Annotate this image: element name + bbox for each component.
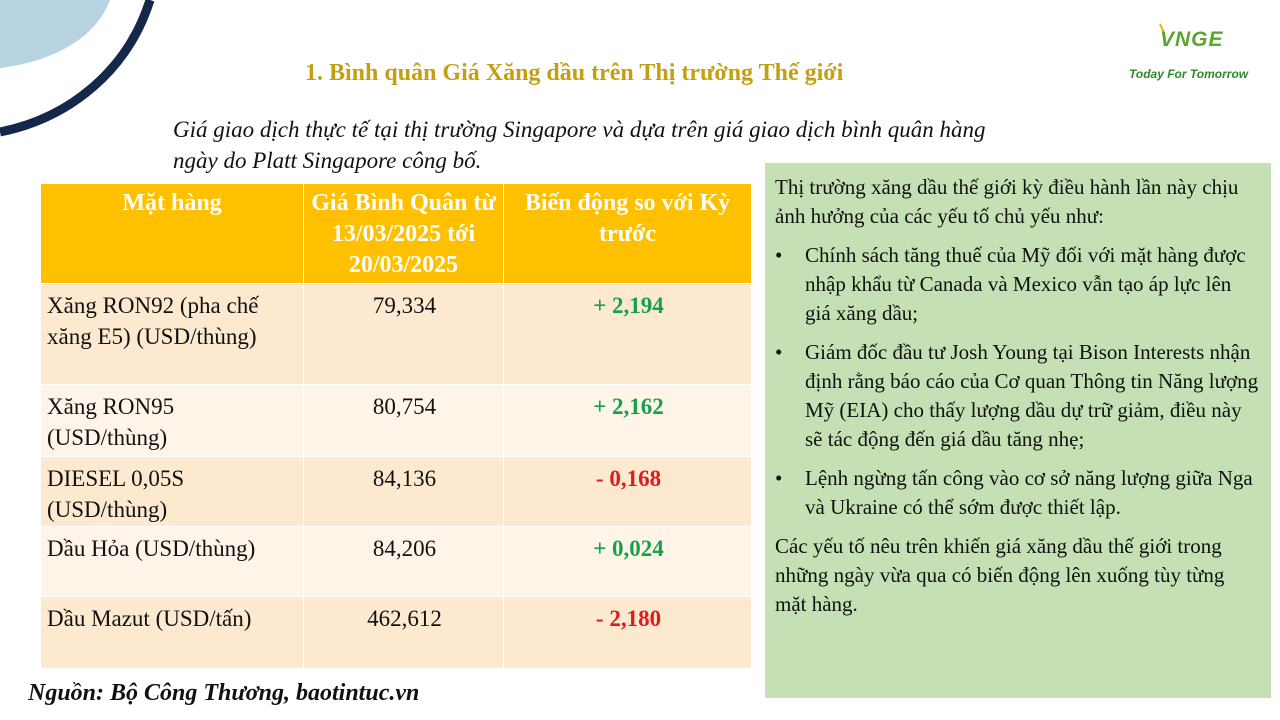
row-change: + 0,024: [504, 527, 752, 597]
factors-list: [775, 241, 1261, 522]
bullet-icon: •: [775, 466, 783, 490]
bullet-icon: •: [775, 340, 783, 364]
row-price: 462,612: [304, 597, 504, 669]
row-item: DIESEL 0,05S (USD/thùng): [41, 457, 304, 527]
table-header-row: [41, 184, 752, 284]
list-item: [775, 241, 1261, 328]
logo-tagline: Today For Tomorrow: [1129, 67, 1249, 81]
table-row: [41, 284, 752, 385]
row-price: 80,754: [304, 385, 504, 457]
factor-text: Chính sách tăng thuế của Mỹ đối với mặt hàng được nhập khẩu từ Canada và Mexico vẫn tạo áp lực lên giá xăng dầu;: [805, 243, 1246, 325]
list-item: [775, 464, 1261, 522]
subtitle-line-2: ngày do Platt Singapore công bố.: [173, 148, 482, 173]
row-change: - 2,180: [504, 597, 752, 669]
row-change: + 2,162: [504, 385, 752, 457]
factors-box: [765, 163, 1271, 698]
light-blue-arc: [0, 0, 110, 68]
row-item: Xăng RON95 (USD/thùng): [41, 385, 304, 457]
table-row: [41, 457, 752, 527]
factor-text: Giám đốc đầu tư Josh Young tại Bison Interests nhận định rằng báo cáo của Cơ quan Thông tin Năng lượng Mỹ (EIA) cho thấy lượng dầu dự trữ giảm, điều này sẽ tác động đến giá dầu tăng nhẹ;: [805, 340, 1259, 451]
table-row: [41, 527, 752, 597]
row-item: Dầu Hỏa (USD/thùng): [41, 527, 304, 597]
header-avg-price: Giá Bình Quân từ 13/03/2025 tới 20/03/2025: [304, 184, 504, 284]
list-item: [775, 338, 1261, 454]
corner-decoration: [0, 0, 170, 150]
factor-text: Lệnh ngừng tấn công vào cơ sở năng lượng giữa Nga và Ukraine có thể sớm được thiết lập.: [805, 466, 1253, 519]
row-price: 79,334: [304, 284, 504, 385]
page-title: 1. Bình quân Giá Xăng dầu trên Thị trường Thế giới: [305, 60, 844, 86]
row-item: Dầu Mazut (USD/tấn): [41, 597, 304, 669]
header-change: Biến động so với Kỳ trước: [504, 184, 752, 284]
price-table: [40, 183, 752, 669]
factors-intro: Thị trường xăng dầu thế giới kỳ điều hành lần này chịu ảnh hưởng của các yếu tố chủ yếu như:: [775, 175, 1239, 228]
subtitle-line-1: Giá giao dịch thực tế tại thị trường Singapore và dựa trên giá giao dịch bình quân hàng: [173, 117, 986, 142]
factors-outro: Các yếu tố nêu trên khiến giá xăng dầu thế giới trong những ngày vừa qua có biến động lên xuống tùy từng mặt hàng.: [775, 534, 1225, 616]
header-item: Mặt hàng: [41, 184, 304, 284]
logo-text: VNGE: [1160, 28, 1224, 51]
row-change: + 2,194: [504, 284, 752, 385]
row-price: 84,206: [304, 527, 504, 597]
source-note: Nguồn: Bộ Công Thương, baotintuc.vn: [28, 680, 420, 706]
table-row: [41, 597, 752, 669]
row-item: Xăng RON92 (pha chế xăng E5) (USD/thùng): [41, 284, 304, 385]
table-row: [41, 385, 752, 457]
row-price: 84,136: [304, 457, 504, 527]
bullet-icon: •: [775, 243, 783, 267]
row-change: - 0,168: [504, 457, 752, 527]
